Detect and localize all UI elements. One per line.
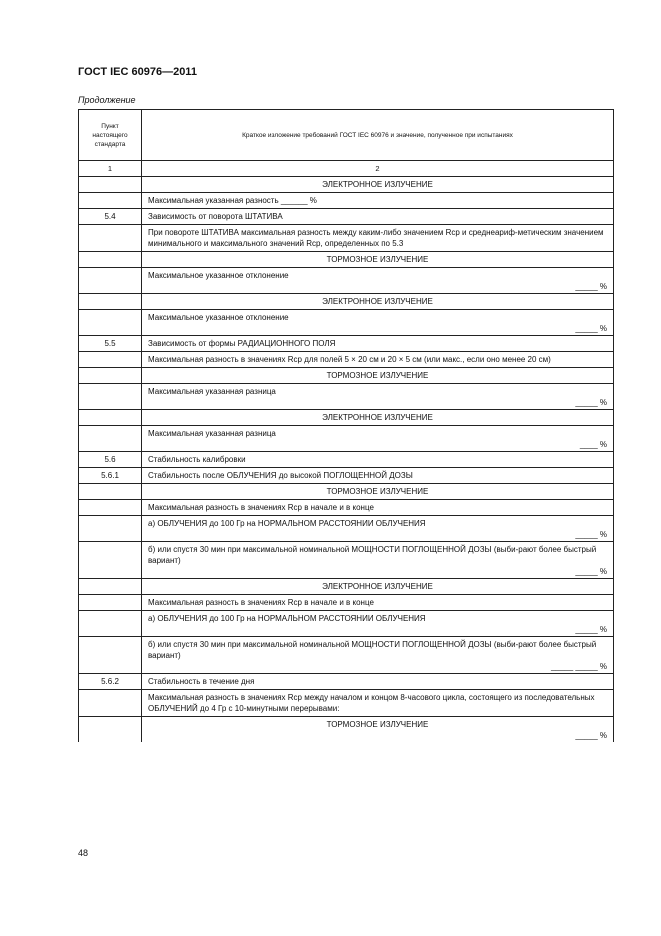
- value-blank: _____ %: [575, 324, 607, 333]
- requirement-label: Максимальная указанная разница: [148, 429, 276, 438]
- clause-cell: [79, 579, 142, 595]
- table-row: [79, 310, 614, 336]
- clause-cell: [79, 717, 142, 743]
- clause-cell: [79, 352, 142, 368]
- clause-cell: [79, 368, 142, 384]
- table-row: [79, 637, 614, 674]
- clause-cell: [79, 252, 142, 268]
- clause-number: 5.6.2: [79, 674, 142, 690]
- value-blank: _____ _____ %: [550, 662, 607, 671]
- table-row: [79, 352, 614, 368]
- section-heading: ТОРМОЗНОЕ ИЗЛУЧЕНИЕ: [142, 368, 614, 384]
- clause-cell: [79, 294, 142, 310]
- table-index-row: [79, 161, 614, 177]
- clause-number: 5.6: [79, 452, 142, 468]
- table-header-row: [79, 110, 614, 161]
- col1-header: Пункт настоящего стандарта: [79, 110, 142, 161]
- clause-cell: [79, 542, 142, 579]
- requirement-text: [142, 717, 614, 743]
- clause-cell: [79, 611, 142, 637]
- table-row: [79, 193, 614, 209]
- value-blank: ____ %: [579, 440, 607, 449]
- table-row: [79, 410, 614, 426]
- table-row: [79, 674, 614, 690]
- value-blank: _____ %: [575, 625, 607, 634]
- value-blank: _____ %: [575, 567, 607, 576]
- table-row: [79, 426, 614, 452]
- table-row: [79, 516, 614, 542]
- value-blank: _____ %: [575, 530, 607, 539]
- requirement-label: а) ОБЛУЧЕНИЯ до 100 Гр на НОРМАЛЬНОМ РАССТОЯНИИ ОБЛУЧЕНИЯ: [148, 614, 426, 623]
- clause-cell: [79, 426, 142, 452]
- clause-cell: [79, 384, 142, 410]
- clause-cell: [79, 595, 142, 611]
- table-row: [79, 542, 614, 579]
- requirement-label: Максимальное указанное отклонение: [148, 271, 289, 280]
- requirement-label: б) или спустя 30 мин при максимальной номинальной МОЩНОСТИ ПОГЛОЩЕННОЙ ДОЗЫ (выби-рают более быстрый вариант): [148, 545, 597, 565]
- table-row: [79, 690, 614, 717]
- requirement-text: [142, 542, 614, 579]
- section-heading: ТОРМОЗНОЕ ИЗЛУЧЕНИЕ: [142, 252, 614, 268]
- requirement-text: Стабильность в течение дня: [142, 674, 614, 690]
- requirement-text: Максимальная разность в значениях Rср в начале и в конце: [142, 595, 614, 611]
- requirement-text: [142, 426, 614, 452]
- section-heading: ЭЛЕКТРОННОЕ ИЗЛУЧЕНИЕ: [142, 177, 614, 193]
- requirement-text: Зависимость от поворота ШТАТИВА: [142, 209, 614, 225]
- table-row: [79, 252, 614, 268]
- section-heading: ЭЛЕКТРОННОЕ ИЗЛУЧЕНИЕ: [142, 294, 614, 310]
- value-blank: _____ %: [575, 731, 607, 740]
- section-heading: ЭЛЕКТРОННОЕ ИЗЛУЧЕНИЕ: [142, 579, 614, 595]
- col2-index: 2: [142, 161, 614, 177]
- requirement-text: Стабильность после ОБЛУЧЕНИЯ до высокой ПОГЛОЩЕННОЙ ДОЗЫ: [142, 468, 614, 484]
- clause-cell: [79, 193, 142, 209]
- clause-cell: [79, 500, 142, 516]
- value-blank: _____ %: [575, 282, 607, 291]
- table-row: [79, 468, 614, 484]
- requirement-text: Максимальная разность в значениях Rср между началом и концом 8-часового цикла, состоящего из последовательных ОБЛУЧЕНИЙ до 4 Гр с 10-минутными перерывами:: [142, 690, 614, 717]
- table-row: [79, 177, 614, 193]
- table-row: [79, 579, 614, 595]
- requirement-text: Стабильность калибровки: [142, 452, 614, 468]
- table-row: [79, 595, 614, 611]
- requirement-label: Максимальная указанная разница: [148, 387, 276, 396]
- clause-number: 5.6.1: [79, 468, 142, 484]
- requirement-text: При повороте ШТАТИВА максимальная разность между каким-либо значением Rср и среднеариф-метическим значением минимального и максимального значений Rср, определенных по 5.3: [142, 225, 614, 252]
- document-title: ГОСТ IEC 60976—2011: [78, 66, 197, 78]
- requirement-text: Максимальная разность в значениях Rср для полей 5 × 20 см и 20 × 5 см (или макс., если оно менее 20 см): [142, 352, 614, 368]
- page-number: 48: [78, 848, 89, 858]
- table-row: [79, 225, 614, 252]
- clause-number: 5.5: [79, 336, 142, 352]
- requirement-text: [142, 637, 614, 674]
- table-row: [79, 484, 614, 500]
- table-row: [79, 452, 614, 468]
- section-heading: ТОРМОЗНОЕ ИЗЛУЧЕНИЕ: [142, 484, 614, 500]
- table-row: [79, 384, 614, 410]
- table-row: [79, 500, 614, 516]
- clause-cell: [79, 310, 142, 336]
- clause-cell: [79, 690, 142, 717]
- clause-number: 5.4: [79, 209, 142, 225]
- table-row: [79, 611, 614, 637]
- requirement-text: Зависимость от формы РАДИАЦИОННОГО ПОЛЯ: [142, 336, 614, 352]
- clause-cell: [79, 177, 142, 193]
- requirement-text: [142, 310, 614, 336]
- requirement-text: [142, 611, 614, 637]
- col2-header: Краткое изложение требований ГОСТ IEC 60976 и значение, полученное при испытаниях: [142, 110, 614, 161]
- table-row: [79, 717, 614, 743]
- table-row: [79, 368, 614, 384]
- requirement-text: Максимальная указанная разность ______ %: [142, 193, 614, 209]
- requirement-text: Максимальная разность в значениях Rср в начале и в конце: [142, 500, 614, 516]
- requirement-label: а) ОБЛУЧЕНИЯ до 100 Гр на НОРМАЛЬНОМ РАССТОЯНИИ ОБЛУЧЕНИЯ: [148, 519, 426, 528]
- requirements-table: [78, 109, 614, 742]
- value-blank: _____ %: [575, 398, 607, 407]
- clause-cell: [79, 637, 142, 674]
- table-row: [79, 209, 614, 225]
- section-heading: ТОРМОЗНОЕ ИЗЛУЧЕНИЕ: [326, 720, 429, 729]
- requirement-text: [142, 516, 614, 542]
- table-row: [79, 336, 614, 352]
- clause-cell: [79, 410, 142, 426]
- clause-cell: [79, 268, 142, 294]
- table-row: [79, 268, 614, 294]
- requirement-text: [142, 384, 614, 410]
- requirement-label: Максимальное указанное отклонение: [148, 313, 289, 322]
- requirement-label: б) или спустя 30 мин при максимальной номинальной МОЩНОСТИ ПОГЛОЩЕННОЙ ДОЗЫ (выби-рают более быстрый вариант): [148, 640, 597, 660]
- clause-cell: [79, 484, 142, 500]
- continuation-label: Продолжение: [78, 95, 136, 105]
- table-row: [79, 294, 614, 310]
- clause-cell: [79, 516, 142, 542]
- requirement-text: [142, 268, 614, 294]
- col1-index: 1: [79, 161, 142, 177]
- section-heading: ЭЛЕКТРОННОЕ ИЗЛУЧЕНИЕ: [142, 410, 614, 426]
- clause-cell: [79, 225, 142, 252]
